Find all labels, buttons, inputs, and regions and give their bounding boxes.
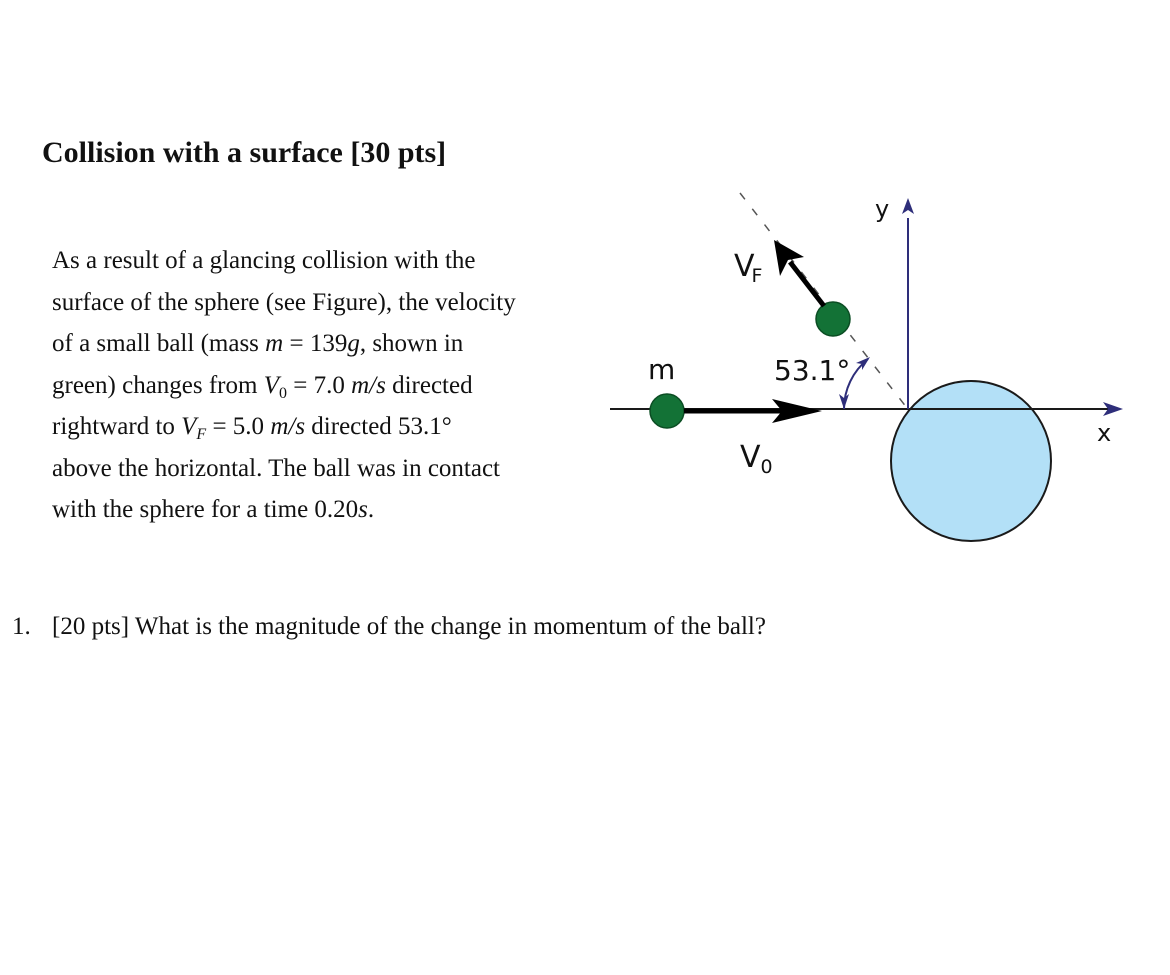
angle-label: 53.1°: [774, 354, 851, 387]
vf-label: VF: [734, 249, 763, 287]
question-number: 1.: [12, 613, 31, 640]
problem-line-3: of a small ball (mass m = 139g, shown in: [52, 330, 464, 357]
angle-arc-arrowhead-lower: [839, 394, 849, 409]
y-axis-arrowhead: [902, 198, 914, 214]
v0-label: $V_0$: [740, 440, 773, 478]
problem-line-1: As a result of a glancing collision with the: [52, 247, 476, 274]
problem-title: Collision with a surface [30 pts]: [42, 136, 447, 169]
vf-arrow-shaft: [790, 262, 824, 306]
x-axis-label: x: [1097, 419, 1112, 447]
problem-statement: [52, 240, 592, 531]
problem-line-4: green) changes from $V_0 = 7.0$ m/s directed: [52, 371, 473, 402]
problem-line-7: with the sphere for a time 0.20s.: [52, 496, 375, 523]
mass-label: m: [648, 353, 676, 386]
question-1: [12, 613, 766, 641]
collision-figure: [600, 180, 1130, 550]
ball-final: [816, 302, 850, 336]
sphere: [891, 381, 1051, 541]
problem-line-2: surface of the sphere (see Figure), the velocity: [52, 288, 516, 316]
ball-initial: [650, 394, 684, 428]
y-axis-label: y: [875, 195, 890, 223]
question-text: [20 pts] What is the magnitude of the change in momentum of the ball?: [52, 613, 766, 640]
problem-line-6: above the horizontal. The ball was in contact: [52, 454, 500, 482]
problem-line-5: rightward to $V_F = 5.0$ m/s directed 53.1°: [52, 413, 452, 443]
